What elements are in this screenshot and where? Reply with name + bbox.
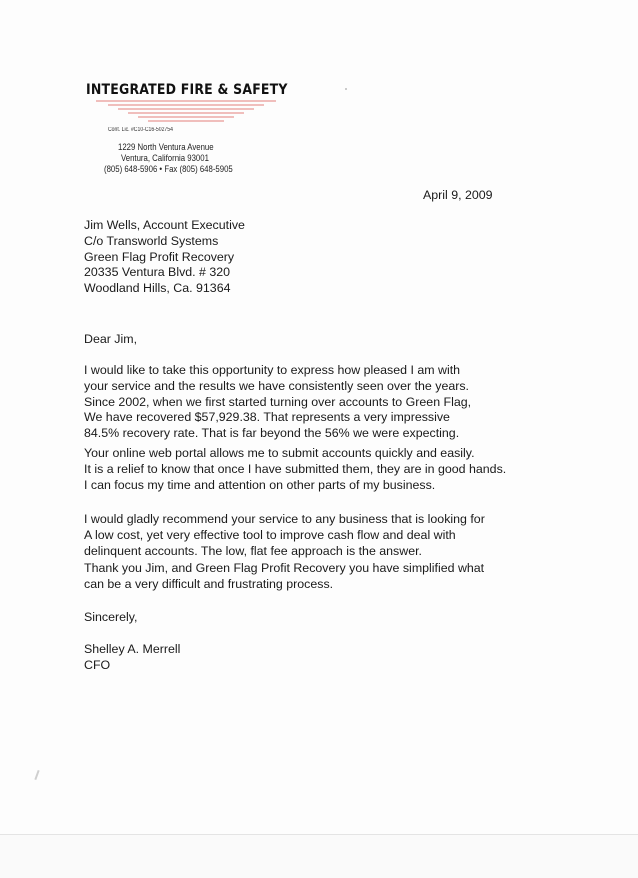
body-paragraph-2 xyxy=(84,446,506,493)
paragraph-line: Since 2002, when we first started turning over accounts to Green Flag, xyxy=(84,394,472,409)
company-street-address: 1229 North Ventura Avenue xyxy=(118,142,214,153)
paragraph-line: Your online web portal allows me to submit accounts quickly and easily. xyxy=(84,446,475,460)
body-paragraph-1 xyxy=(84,363,471,442)
paragraph-line: I would like to take this opportunity to express how pleased I am with xyxy=(84,363,461,377)
paragraph-line: We have recovered $57,929.38. That represents a very impressive xyxy=(84,410,450,425)
salutation: Dear Jim, xyxy=(84,332,138,346)
signature-block xyxy=(84,642,180,674)
paragraph-line: It is a relief to know that once I have submitted them, they are in good hands. xyxy=(84,461,507,476)
closing: Sincerely, xyxy=(84,610,138,624)
scan-speck xyxy=(34,770,39,780)
paragraph-line: A low cost, yet very effective tool to improve cash flow and deal with xyxy=(84,527,456,542)
recipient-address xyxy=(84,218,245,297)
recipient-line: Green Flag Profit Recovery xyxy=(84,249,235,264)
paragraph-line: I can focus my time and attention on other parts of my business. xyxy=(84,477,436,492)
company-city-state: Ventura, California 93001 xyxy=(121,153,209,164)
recipient-line: Woodland Hills, Ca. 91364 xyxy=(84,281,231,296)
recipient-line: Jim Wells, Account Executive xyxy=(84,218,245,232)
paragraph-line: your service and the results we have consistently seen over the years. xyxy=(84,378,469,393)
contractor-license: Cont. Lic. #C10-C16-502754 xyxy=(108,127,173,133)
paragraph-line: I would gladly recommend your service to any business that is looking for xyxy=(84,512,485,526)
company-phone-fax: (805) 648-5906 • Fax (805) 648-5905 xyxy=(104,164,233,175)
letter-date: April 9, 2009 xyxy=(423,188,493,202)
paragraph-line: delinquent accounts. The low, flat fee approach is the answer. xyxy=(84,543,422,558)
recipient-line: C/o Transworld Systems xyxy=(84,233,219,248)
body-paragraph-4 xyxy=(84,561,484,593)
scan-speck xyxy=(345,88,347,90)
paragraph-line: can be a very difficult and frustrating process. xyxy=(84,576,334,591)
recipient-line: 20335 Ventura Blvd. # 320 xyxy=(84,265,231,280)
scan-margin xyxy=(0,835,638,878)
signer-name: Shelley A. Merrell xyxy=(84,642,181,656)
letterhead xyxy=(86,80,288,98)
paragraph-line: 84.5% recovery rate. That is far beyond the 56% we were expecting. xyxy=(84,426,460,441)
paragraph-line: Thank you Jim, and Green Flag Profit Recovery you have simplified what xyxy=(84,561,485,575)
body-paragraph-3 xyxy=(84,512,485,559)
company-name: INTEGRATED FIRE & SAFETY xyxy=(86,80,288,98)
signer-title: CFO xyxy=(84,657,111,672)
